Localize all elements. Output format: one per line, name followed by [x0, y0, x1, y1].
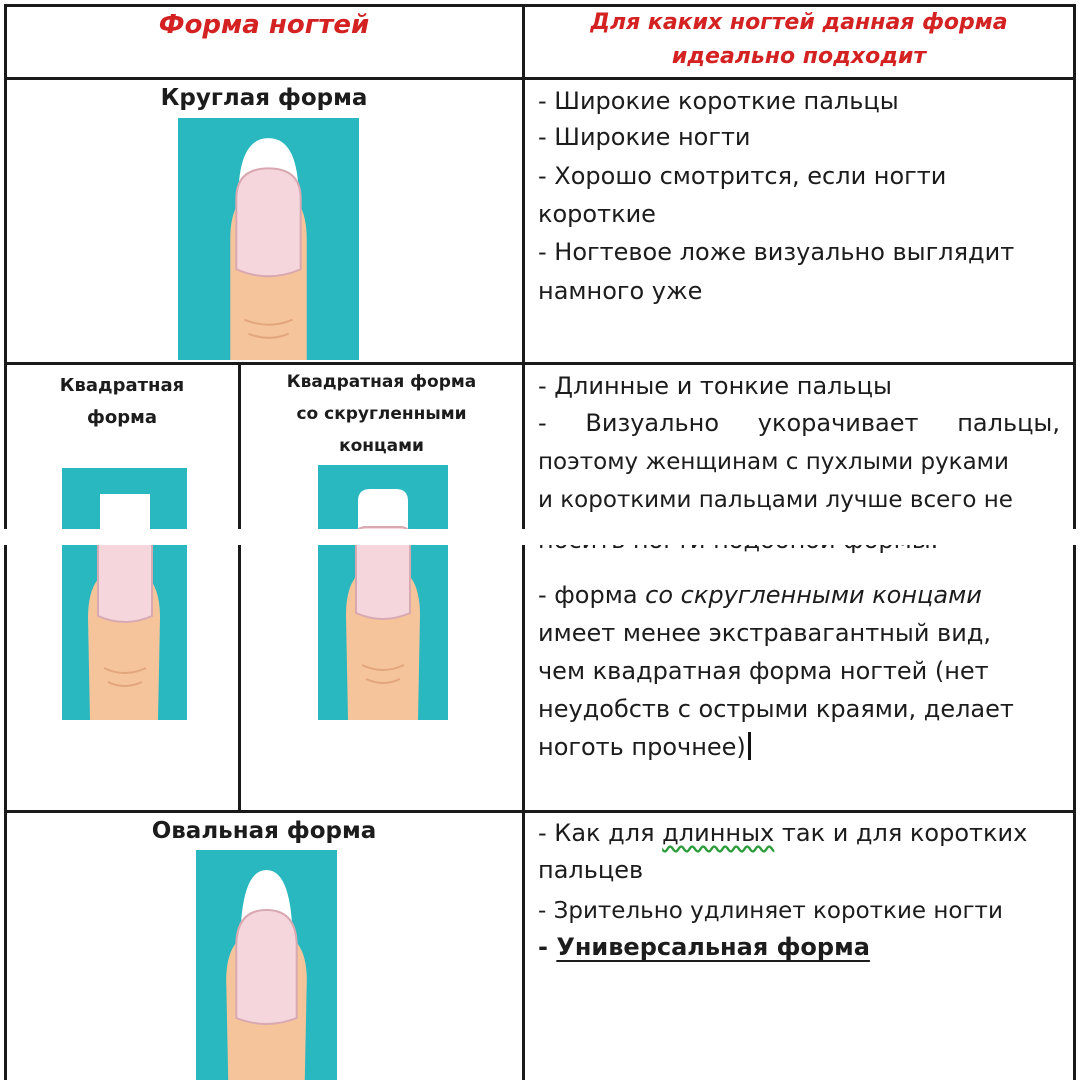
universal-shape-label: Универсальная форма — [556, 933, 870, 961]
round-nail-image — [178, 118, 359, 360]
table-top-border — [4, 4, 1076, 7]
square-shape-title-line2: форма — [87, 407, 157, 428]
round-line: намного уже — [538, 277, 703, 305]
square-note-line: чем квадратная форма ногтей (нет — [538, 657, 989, 685]
header-suitability-line1: Для каких ногтей данная форма — [590, 10, 1008, 35]
round-line: короткие — [538, 200, 656, 228]
round-line: - Широкие короткие пальцы — [538, 87, 899, 115]
round-line: - Ногтевое ложе визуально выглядит — [538, 238, 1015, 266]
square-line: и короткими пальцами лучше всего не — [538, 487, 1013, 513]
rounded-square-title-line3: концами — [339, 436, 424, 456]
header-shape-column: Форма ногтей — [158, 10, 370, 40]
round-shape-title: Круглая форма — [160, 85, 368, 111]
square-shape-title-line1: Квадратная — [59, 375, 185, 396]
square-note-line: имеет менее экстравагантный вид, — [538, 619, 992, 647]
round-line: - Широкие ногти — [538, 123, 751, 151]
oval-line1-suffix: так и для коротких — [774, 819, 1028, 847]
oval-line: пальцев — [538, 856, 644, 884]
round-line: - Хорошо смотрится, если ногти — [538, 162, 947, 190]
oval-line — [538, 928, 870, 966]
header-bottom-border — [4, 77, 1076, 80]
oval-line1-prefix: - Как для — [538, 819, 663, 847]
square-note-line — [538, 576, 982, 614]
rounded-square-title-line1: Квадратная форма — [286, 372, 477, 392]
row2-bottom-border — [4, 810, 1076, 813]
spellcheck-flagged-word: длинных — [662, 819, 775, 847]
rounded-square-nail-image — [318, 465, 448, 720]
row1-bottom-border — [4, 362, 1076, 365]
note-prefix: - форма — [538, 581, 646, 609]
square-note-line — [538, 728, 751, 766]
oval-line: - Зрительно удлиняет короткие ногти — [538, 898, 1003, 924]
square-line: - Визуально укорачивает пальцы, — [538, 409, 1060, 437]
square-line: поэтому женщинам с пухлыми руками — [538, 449, 1009, 475]
square-line: - Длинные и тонкие пальцы — [538, 372, 892, 400]
header-suitability-line2: идеально подходит — [671, 44, 927, 69]
note-emphasis: со скругленными концами — [645, 581, 982, 609]
oval-line — [538, 814, 1027, 852]
note-last-text: ноготь прочнее) — [538, 733, 746, 761]
oval-nail-image — [196, 850, 337, 1080]
rounded-square-title-line2: со скругленными — [296, 404, 467, 424]
oval-shape-title: Овальная форма — [151, 818, 377, 844]
text-cursor — [748, 732, 751, 760]
oval-line4-prefix: - — [538, 933, 557, 961]
square-note-line: неудобств с острыми краями, делает — [538, 695, 1014, 723]
image-glitch-band — [0, 529, 1080, 545]
square-nail-image — [62, 468, 187, 720]
